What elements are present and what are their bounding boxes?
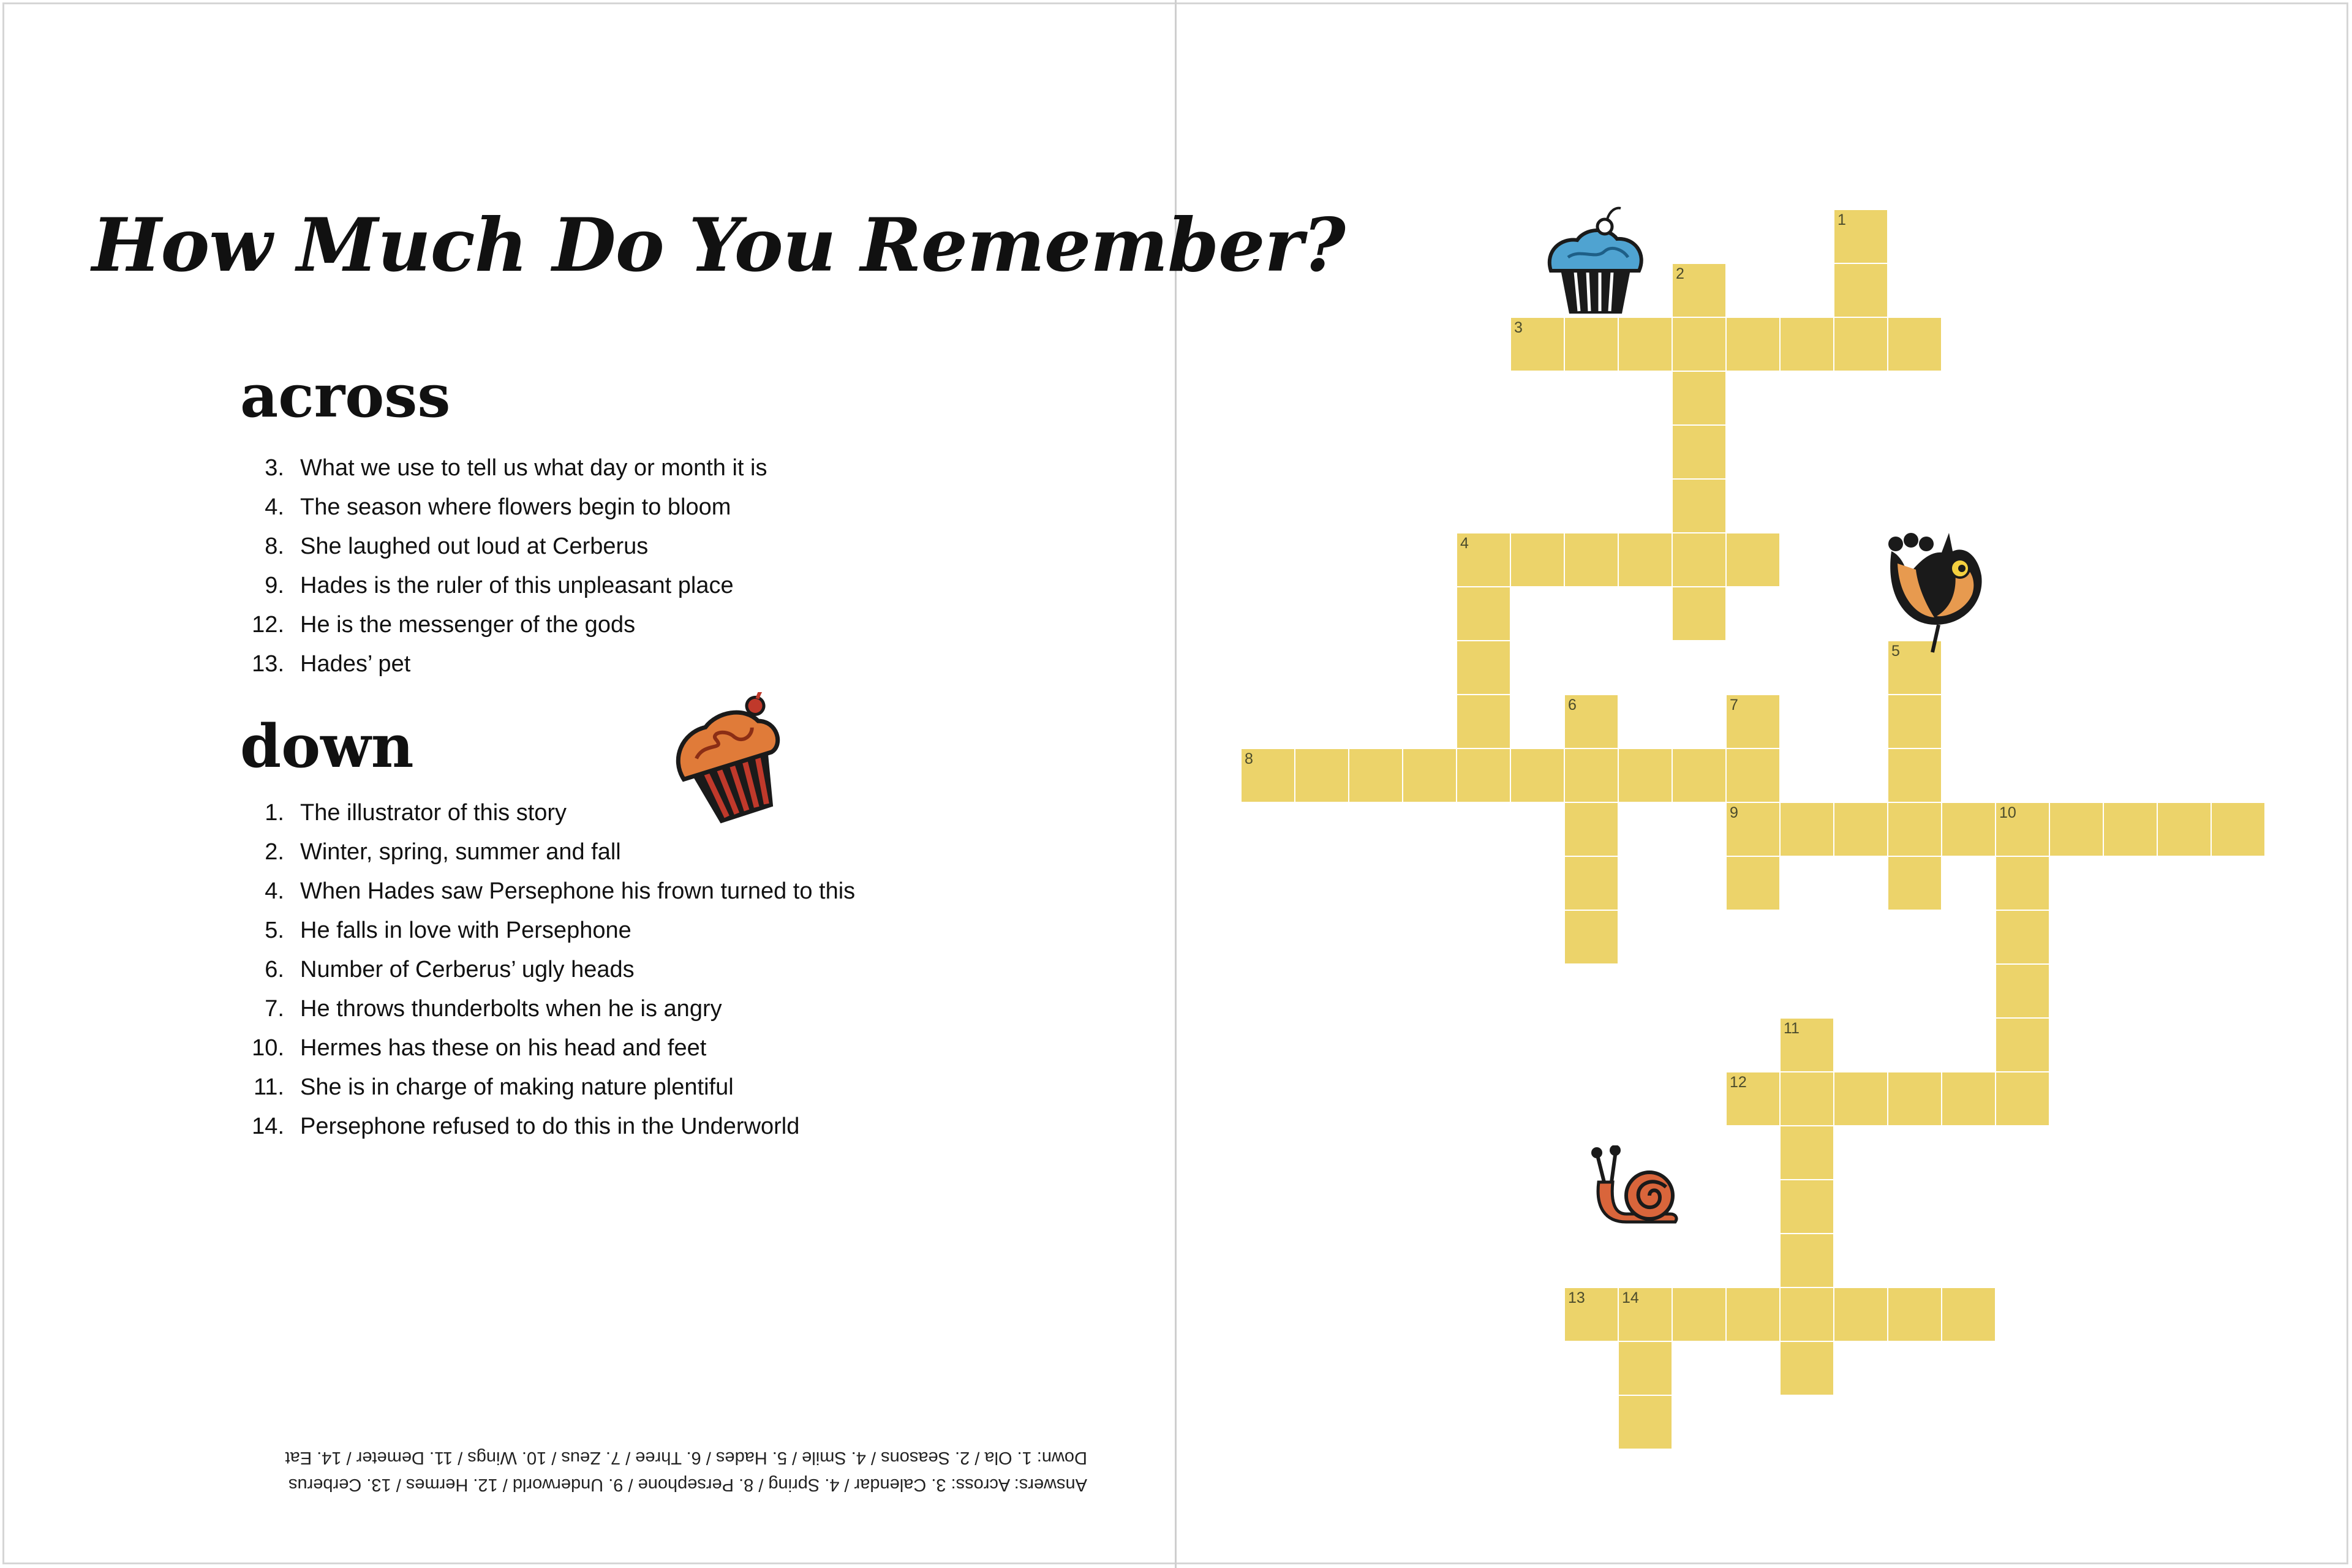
crossword-cell[interactable]: [1511, 749, 1564, 802]
crossword-cell[interactable]: [1619, 1342, 1672, 1395]
crossword-cell[interactable]: [1888, 803, 1941, 856]
snail-icon: [1589, 1145, 1681, 1231]
cell-number: 13: [1568, 1289, 1585, 1306]
crossword-cell[interactable]: [1457, 641, 1510, 694]
crossword-cell[interactable]: [1727, 1288, 1779, 1341]
crossword-cell[interactable]: [1996, 857, 2049, 910]
crossword-cell[interactable]: [1834, 210, 1887, 263]
crossword-cell[interactable]: [1781, 1288, 1833, 1341]
cell-number: 9: [1730, 804, 1738, 821]
across-clue: [233, 566, 767, 605]
crossword-cell[interactable]: [1511, 533, 1564, 586]
crossword-cell[interactable]: [1673, 749, 1725, 802]
crossword-cell[interactable]: [1996, 965, 2049, 1017]
clue-text: He throws thunderbolts when he is angry: [300, 996, 722, 1022]
down-clue: [233, 832, 855, 872]
crossword-cell[interactable]: [1565, 857, 1618, 910]
crossword-cell[interactable]: [1295, 749, 1348, 802]
cell-number: 12: [1730, 1074, 1747, 1091]
crossword-cell[interactable]: [1942, 1072, 1995, 1125]
across-clue: [233, 527, 767, 566]
clue-number: 2.: [265, 839, 284, 865]
clue-number: 3.: [265, 455, 284, 481]
crossword-cell[interactable]: [1619, 1288, 1672, 1341]
crossword-cell[interactable]: [1781, 803, 1833, 856]
clue-number: 6.: [265, 957, 284, 982]
crossword-cell[interactable]: [1619, 533, 1672, 586]
crossword-cell[interactable]: [1781, 1019, 1833, 1071]
cell-number: 1: [1838, 211, 1846, 228]
crossword-cell[interactable]: [1673, 318, 1725, 371]
crossword-cell[interactable]: [1996, 803, 2049, 856]
cell-number: 6: [1568, 696, 1577, 714]
answer-key: [107, 1444, 1087, 1498]
down-clue-list: [233, 793, 855, 1146]
crossword-cell[interactable]: [1673, 426, 1725, 478]
crossword-cell[interactable]: [1942, 803, 1995, 856]
crossword-cell[interactable]: [1996, 911, 2049, 963]
cell-number: 8: [1245, 750, 1253, 767]
crossword-cell[interactable]: [1242, 749, 1294, 802]
clue-number: 11.: [253, 1074, 284, 1100]
clue-number: 4.: [265, 878, 284, 904]
crossword-cell[interactable]: [1349, 749, 1402, 802]
crossword-cell[interactable]: [1888, 1072, 1941, 1125]
crossword-cell[interactable]: [1888, 695, 1941, 748]
clue-number: 1.: [265, 800, 284, 826]
clue-number: 9.: [265, 573, 284, 598]
across-clue-list: [233, 448, 767, 684]
crossword-cell[interactable]: [1673, 264, 1725, 317]
crossword-cell[interactable]: [1619, 1396, 1672, 1449]
crossword-cell[interactable]: [1565, 803, 1618, 856]
crossword-cell[interactable]: [1834, 1288, 1887, 1341]
across-clue: [233, 448, 767, 488]
crossword-cell[interactable]: [1673, 372, 1725, 424]
clue-text: When Hades saw Persephone his frown turned to this: [300, 878, 856, 904]
clue-text: Winter, spring, summer and fall: [300, 839, 621, 865]
crossword-cell[interactable]: [1565, 695, 1618, 748]
crossword-cell[interactable]: [1727, 857, 1779, 910]
clue-text: The season where flowers begin to bloom: [300, 494, 731, 520]
crossword-cell[interactable]: [1781, 1126, 1833, 1179]
cell-number: 3: [1514, 319, 1523, 336]
answer-line: Answers: Across: 3. Calendar / 4. Spring / 8. Persephone / 9. Underworld / 12. Hermes / 13. Cerberus: [288, 1475, 1087, 1494]
answer-line: Down: 1. Ola / 2. Seasons / 4. Smile / 5. Hades / 6. Three / 7. Zeus / 10. Wings / 11. Demeter / 14. Eat: [285, 1448, 1087, 1468]
crossword-cell[interactable]: [1727, 318, 1779, 371]
crossword-cell[interactable]: [1781, 1234, 1833, 1287]
crossword-cell[interactable]: [1565, 911, 1618, 963]
crossword-cell[interactable]: [1888, 318, 1941, 371]
crossword-cell[interactable]: [1996, 1072, 2049, 1125]
down-heading: down: [240, 712, 414, 781]
crossword-cell[interactable]: [1673, 480, 1725, 532]
crossword-cell[interactable]: [1565, 318, 1618, 371]
crossword-cell[interactable]: [1565, 1288, 1618, 1341]
crossword-cell[interactable]: [1673, 587, 1725, 640]
clue-text: Number of Cerberus’ ugly heads: [300, 957, 635, 982]
clue-text: Hermes has these on his head and feet: [300, 1035, 707, 1061]
crossword-cell[interactable]: [1565, 533, 1618, 586]
crossword-cell[interactable]: [1727, 803, 1779, 856]
crossword-cell[interactable]: [2104, 803, 2157, 856]
down-clue: [233, 950, 855, 989]
crossword-cell[interactable]: [1727, 1072, 1779, 1125]
blue-cupcake-icon: [1544, 202, 1648, 318]
clue-number: 5.: [265, 918, 284, 943]
crossword-cell[interactable]: [1888, 749, 1941, 802]
down-clue: [233, 1028, 855, 1068]
crossword-cell[interactable]: [1834, 264, 1887, 317]
clue-text: Hades is the ruler of this unpleasant place: [300, 573, 734, 598]
crossword-cell[interactable]: [1834, 803, 1887, 856]
clue-text: Hades’ pet: [300, 651, 411, 677]
cell-number: 7: [1730, 696, 1738, 714]
cell-number: 10: [1999, 804, 2016, 821]
crossword-cell[interactable]: [1565, 749, 1618, 802]
page-title: How Much Do You Remember?: [92, 202, 1345, 288]
crossword-cell[interactable]: [1673, 1288, 1725, 1341]
crossword-cell[interactable]: [1727, 695, 1779, 748]
crossword-cell[interactable]: [1727, 533, 1779, 586]
crossword-cell[interactable]: [1457, 533, 1510, 586]
clue-number: 4.: [265, 494, 284, 520]
clue-number: 7.: [265, 996, 284, 1022]
across-clue: [233, 488, 767, 527]
clue-text: She laughed out loud at Cerberus: [300, 533, 649, 559]
across-clue: [233, 644, 767, 684]
clue-number: 12.: [252, 612, 284, 638]
across-heading: across: [240, 361, 451, 431]
cell-number: 11: [1784, 1020, 1800, 1037]
cell-number: 5: [1891, 643, 1900, 660]
down-clue: [233, 989, 855, 1028]
cell-number: 2: [1676, 265, 1684, 282]
crossword-cell[interactable]: [1511, 318, 1564, 371]
red-cupcake-icon: [655, 692, 802, 827]
clue-text: He falls in love with Persephone: [300, 918, 631, 943]
crossword-cell[interactable]: [1457, 749, 1510, 802]
crossword-cell[interactable]: [1457, 587, 1510, 640]
down-clue: [233, 1068, 855, 1107]
crossword-cell[interactable]: [1673, 533, 1725, 586]
down-clue: [233, 872, 855, 911]
crossword-cell[interactable]: [1834, 1072, 1887, 1125]
crossword-cell[interactable]: [2158, 803, 2211, 856]
down-clue: [233, 911, 855, 950]
clue-text: She is in charge of making nature plentiful: [300, 1074, 734, 1100]
clue-number: 14.: [252, 1114, 284, 1139]
clue-number: 13.: [252, 651, 284, 677]
crossword-cell[interactable]: [1403, 749, 1456, 802]
cell-number: 14: [1622, 1289, 1639, 1306]
crossword-cell[interactable]: [1888, 1288, 1941, 1341]
clue-text: Persephone refused to do this in the Underworld: [300, 1114, 800, 1139]
crossword-cell[interactable]: [1781, 318, 1833, 371]
clue-text: He is the messenger of the gods: [300, 612, 636, 638]
clue-number: 8.: [265, 533, 284, 559]
cell-number: 4: [1460, 535, 1469, 552]
clue-text: What we use to tell us what day or month it is: [300, 455, 767, 481]
clue-number: 10.: [252, 1035, 284, 1061]
clue-text: The illustrator of this story: [300, 800, 567, 826]
crossword-cell[interactable]: [1457, 695, 1510, 748]
crossword-cell[interactable]: [2050, 803, 2103, 856]
crossword-cell[interactable]: [1942, 1288, 1995, 1341]
crossword-cell[interactable]: [1781, 1072, 1833, 1125]
crossword-cell[interactable]: [1781, 1342, 1833, 1395]
crossword-cell[interactable]: [1888, 857, 1941, 910]
down-clue: [233, 1107, 855, 1146]
bird-icon: [1880, 527, 1997, 655]
crossword-cell[interactable]: [1619, 749, 1672, 802]
crossword-cell[interactable]: [1619, 318, 1672, 371]
crossword-cell[interactable]: [1727, 749, 1779, 802]
across-clue: [233, 605, 767, 644]
crossword-cell[interactable]: [2212, 803, 2264, 856]
crossword-cell[interactable]: [1996, 1019, 2049, 1071]
crossword-cell[interactable]: [1834, 318, 1887, 371]
crossword-cell[interactable]: [1781, 1180, 1833, 1233]
